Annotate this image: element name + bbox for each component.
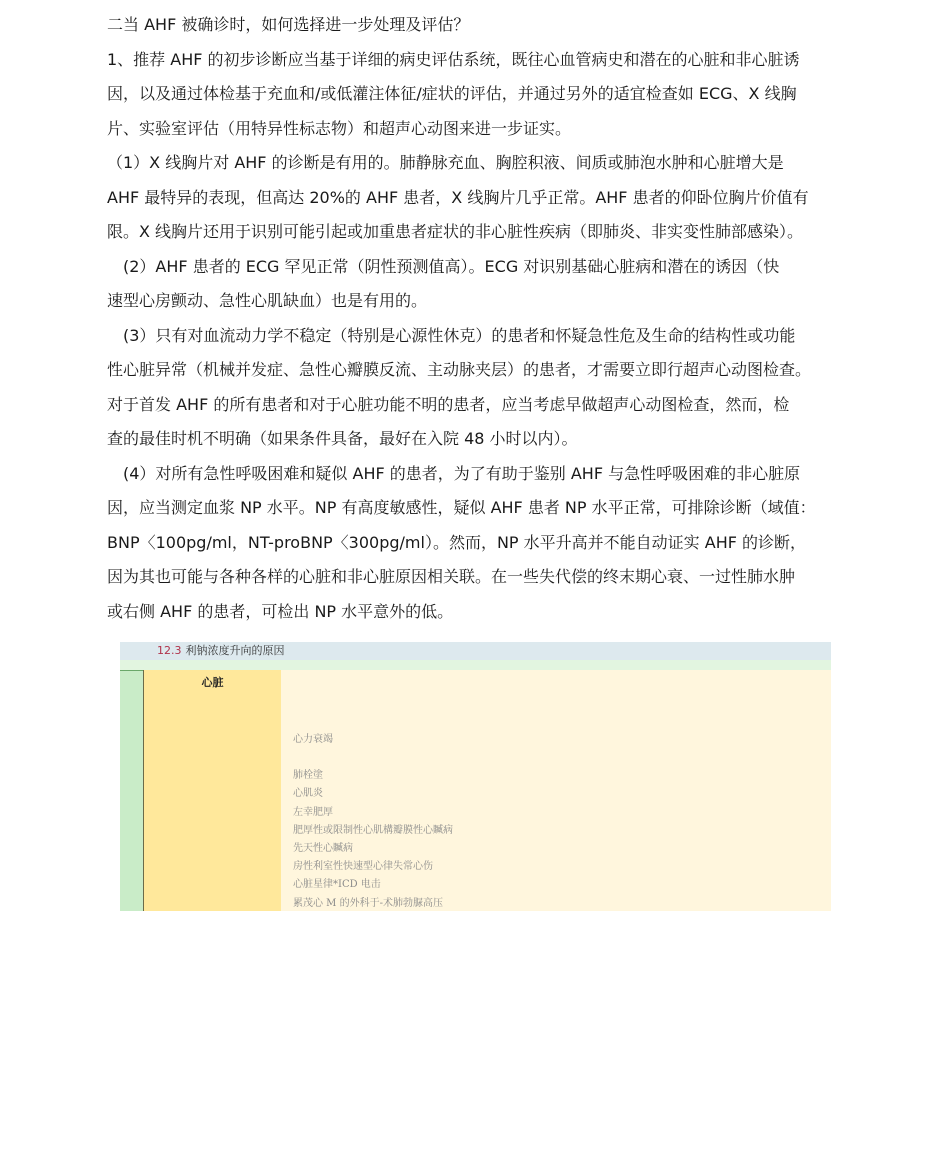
list-item: 心力衰竭 (293, 734, 333, 745)
category-label: 心脏 (201, 676, 224, 689)
text-line: 性心脏异常（机械并发症、急性心瓣膜反流、主动脉夹层）的患者，才需要立即行超声心动图检查。 (107, 360, 812, 379)
category-column (143, 670, 282, 911)
cause-list-panel (281, 670, 831, 911)
text-line: (4）对所有急性呼吸困难和疑似 AHF 的患者，为了有助于鉴别 AHF 与急性呼吸困难的非心脏原 (107, 463, 801, 483)
list-item: 房性利室性快速型心律失常心伤 (293, 861, 433, 873)
text-line: 对于首发 AHF 的所有患者和对于心脏功能不明的患者，应当考虑早做超声心动图检查，然而，检 (107, 394, 790, 414)
text-line: 查的最佳时机不明确（如果条件具备，最好在入院 48 小时以内）。 (107, 429, 578, 448)
list-item: 累茂心 M 的外科于-术肺勃脲高压 (293, 897, 443, 909)
figure-title: 利钠浓度升向的原因 (185, 644, 285, 657)
list-item: 心肌炎 (293, 788, 323, 800)
embedded-table-figure (120, 642, 831, 911)
text-line: 或右侧 AHF 的患者，可检出 NP 水平意外的低。 (107, 601, 454, 621)
text-line: 因，以及通过体检基于充血和/或低灌注体征/症状的评估，并通过另外的适宜检查如 ECG、X 线胸 (107, 84, 797, 103)
text-line: （1）X 线胸片对 AHF 的诊断是有用的。肺静脉充血、胸腔积液、间质或肺泡水肿和心脏增大是 (107, 153, 784, 172)
figure-caption (120, 642, 831, 660)
document-body (107, 8, 852, 629)
paragraph-np (107, 457, 852, 630)
text-line: 速型心房颤动、急性心肌缺血）也是有用的。 (107, 291, 428, 310)
figure-number: 12.3 (157, 644, 182, 657)
list-gap (293, 749, 453, 767)
text-line: 限。X 线胸片还用于识别可能引起或加重患者症状的非心脏性疾病（即肺炎、非实变性肺部感染）。 (107, 222, 804, 241)
text-line: 片、实验室评估（用特异性标志物）和超声心动图来进一步证实。 (107, 118, 572, 138)
paragraph-xray (107, 146, 852, 250)
text-line: 因为其也可能与各种各样的心脏和非心脏原因相关联。在一些失代偿的终末期心衰、一过性肺水肿 (107, 567, 796, 586)
list-item: 先天性心贓病 (293, 843, 353, 855)
text-line: (2）AHF 患者的 ECG 罕见正常（阴性预测值高）。ECG 对识别基础心脏病和潜在的诱因（快 (107, 256, 780, 276)
list-item: 肺栓塗 (293, 770, 323, 782)
list-item: 肥厚性或限制性心肌構瓣膜性心贓病 (293, 824, 453, 836)
text-line: 1、推荐 AHF 的初步诊断应当基于详细的病史评估系统，既往心血管病史和潜在的心脏和非心脏诱 (107, 49, 800, 69)
list-item: 左幸肥厚 (293, 806, 333, 818)
section-heading: 二当 AHF 被确诊时，如何选择进一步处理及评估？ (107, 15, 470, 34)
text-line: (3）只有对血流动力学不稳定（特别是心源性休克）的患者和怀疑急性危及生命的结构性或功能 (107, 325, 796, 345)
text-line: BNP〈100pg/ml，NT-proBNP〈300pg/ml）。然而，NP 水平升高并不能自动证实 AHF 的诊断， (107, 532, 807, 552)
text-line: AHF 最特异的表现，但高达 20%的 AHF 患者，X 线胸片几乎正常。AHF 患者的仰卧位胸片价值有 (107, 187, 809, 207)
paragraph-echo (107, 319, 852, 457)
text-line: 因，应当测定血浆 NP 水平。NP 有高度敏感性，疑似 AHF 患者 NP 水平正常，可排除诊断（域值： (107, 498, 816, 517)
paragraph-1 (107, 43, 852, 147)
paragraph-ecg (107, 250, 852, 319)
cause-list (293, 731, 453, 911)
list-item: 心脏星律*ICD 电击 (293, 879, 381, 891)
